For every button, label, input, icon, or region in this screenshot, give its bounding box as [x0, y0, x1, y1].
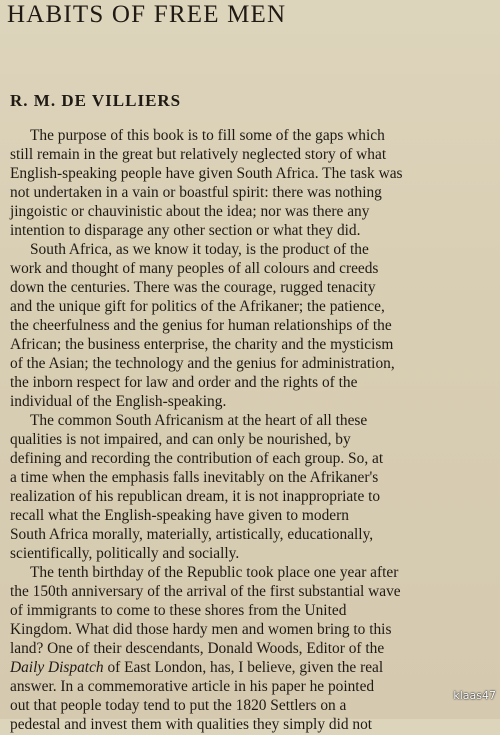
- watermark: klaas47: [453, 689, 496, 702]
- text-line: South Africa morally, materially, artistically, educationally,: [10, 526, 374, 543]
- text-line: answer. In a commemorative article in his paper he pointed: [10, 678, 375, 695]
- text-line: realization of his republican dream, it is not inappropriate to: [10, 488, 381, 505]
- text-line: defining and recording the contribution of each group. So, at: [10, 450, 384, 467]
- author-name: R. M. DE VILLIERS: [10, 91, 182, 110]
- text-line: work and thought of many peoples of all colours and creeds: [10, 260, 379, 277]
- text-line: individual of the English-speaking.: [10, 393, 227, 410]
- text-line: and the unique gift for politics of the Afrikaner; the patience,: [10, 298, 385, 315]
- text-line: The common South Africanism at the heart of all these: [30, 412, 368, 429]
- book-title: HABITS OF FREE MEN: [7, 1, 287, 28]
- text-line: intention to disparage any other section or what they did.: [10, 222, 361, 239]
- text-line: still remain in the great but relatively neglected story of what: [10, 146, 387, 163]
- text-line: [10, 658, 498, 678]
- text-line: out that people today tend to put the 1820 Settlers on a: [10, 697, 347, 714]
- text-line: jingoistic or chauvinistic about the idea; nor was there any: [10, 203, 370, 220]
- text-line: The tenth birthday of the Republic took place one year after: [30, 564, 399, 581]
- text-line: African; the business enterprise, the charity and the mysticism: [10, 336, 394, 353]
- text-line-rest: of East London, has, I believe, given the real: [103, 659, 384, 676]
- text-line: a time when the emphasis falls inevitably on the Afrikaner's: [10, 469, 379, 486]
- text-line: of the Asian; the technology and the genius for administration,: [10, 355, 395, 372]
- newspaper-title: Daily Dispatch: [10, 659, 104, 676]
- text-line: the inborn respect for law and order and the rights of the: [10, 374, 358, 391]
- text-line: down the centuries. There was the courage, rugged tenacity: [10, 279, 376, 296]
- text-line: Kingdom. What did those hardy men and women bring to this: [10, 621, 392, 638]
- text-line: recall what the English-speaking have given to modern: [10, 507, 349, 524]
- text-line: pedestal and invest them with qualities they simply did not: [10, 716, 373, 733]
- text-line: English-speaking people have given South Africa. The task was: [10, 165, 403, 182]
- text-line: of immigrants to come to these shores from the United: [10, 602, 347, 619]
- text-line: the cheerfulness and the genius for human relationships of the: [10, 317, 392, 334]
- text-line: South Africa, as we know it today, is the product of the: [30, 241, 369, 258]
- text-line: not undertaken in a vain or boastful spirit: there was nothing: [10, 184, 382, 201]
- text-line: scientifically, politically and socially.: [10, 545, 240, 562]
- text-line: The purpose of this book is to fill some of the gaps which: [30, 127, 385, 144]
- text-line: qualities is not impaired, and can only be nourished, by: [10, 431, 351, 448]
- text-line: the 150th anniversary of the arrival of the first substantial wave: [10, 583, 401, 600]
- text-line: land? One of their descendants, Donald Woods, Editor of the: [10, 640, 385, 657]
